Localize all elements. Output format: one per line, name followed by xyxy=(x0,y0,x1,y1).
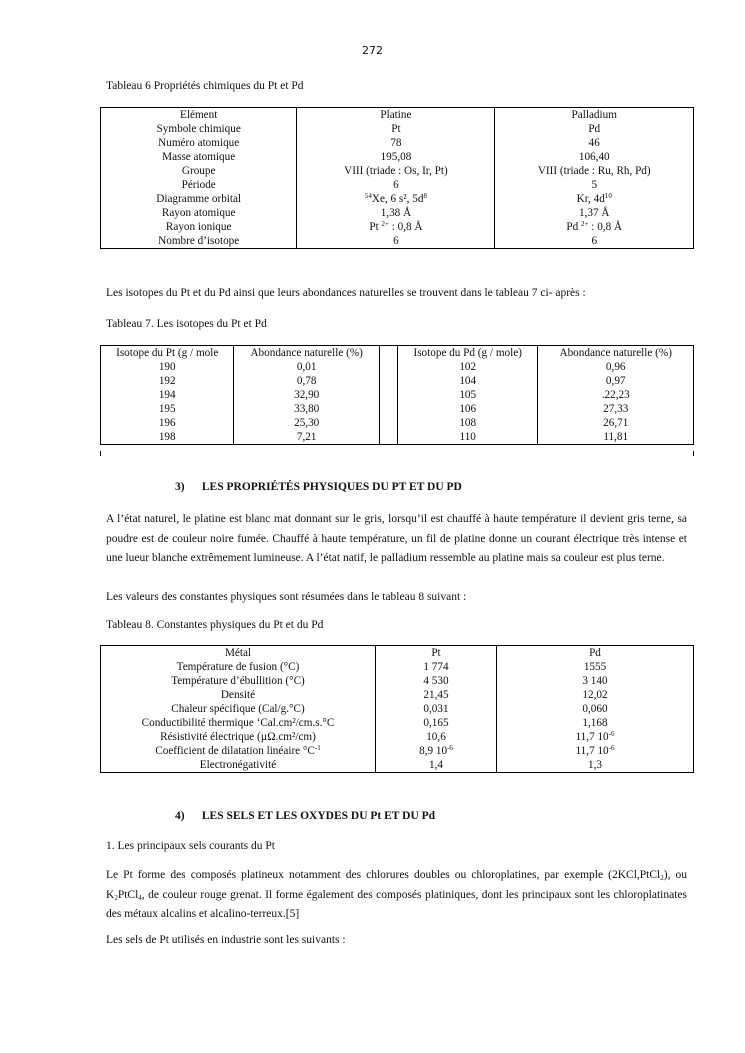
table-cell: Diagramme orbital xyxy=(101,192,297,206)
table-row xyxy=(101,674,694,688)
text-run: PtCl xyxy=(117,888,139,901)
table-row xyxy=(101,192,694,206)
table-row xyxy=(101,360,694,374)
table-row xyxy=(101,234,694,249)
cell-text: Kr, 4d xyxy=(576,193,605,205)
table-header: Isotope du Pd (g / mole) xyxy=(397,346,537,361)
table-cell: Electronégativité xyxy=(101,758,376,773)
table-cell: VIII (triade : Ru, Rh, Pd) xyxy=(495,164,694,178)
table-cell xyxy=(497,744,694,758)
table-row xyxy=(101,136,694,150)
section4-subheading: 1. Les principaux sels courants du Pt xyxy=(106,840,275,852)
table-cell: 32,90 xyxy=(234,388,379,402)
superscript: -6 xyxy=(608,730,615,738)
section-number: 4) xyxy=(175,810,185,822)
table-corner-tick xyxy=(100,451,101,456)
table-gap xyxy=(379,374,397,388)
table-cell xyxy=(495,192,694,206)
subscript: 2 xyxy=(114,893,118,902)
superscript: 54 xyxy=(364,192,372,200)
superscript: 8 xyxy=(423,192,427,200)
table-row xyxy=(101,388,694,402)
table-row xyxy=(101,178,694,192)
cell-text: : 0,8 Å xyxy=(588,221,623,233)
text-run: ), ou K xyxy=(106,869,687,901)
table-cell: 21,45 xyxy=(376,688,497,702)
table7 xyxy=(100,345,694,445)
superscript: 10 xyxy=(604,192,612,200)
table-row xyxy=(101,150,694,164)
table-row xyxy=(101,730,694,744)
table-row xyxy=(101,744,694,758)
cell-text: 8,9 10 xyxy=(419,745,448,757)
table-cell: 46 xyxy=(495,136,694,150)
section4-last-line: Les sels de Pt utilisés en industrie sont les suivants : xyxy=(106,934,346,946)
table-cell: Conductibilité thermique ‘Cal.cm²/cm.s.°C xyxy=(101,716,376,730)
page-number: 272 xyxy=(362,44,383,57)
table-cell xyxy=(376,744,497,758)
table-cell: 196 xyxy=(101,416,234,430)
text-run: , de couleur rouge grenat. Il forme également des composés platiniques, dont les principaux sont les chloroplatinates des métaux alcalins et alcalino-terreux.[5] xyxy=(106,888,687,920)
table-cell: 7,21 xyxy=(234,430,379,445)
table-cell: 1,3 xyxy=(497,758,694,773)
superscript: -6 xyxy=(447,744,453,752)
table-header: Platine xyxy=(297,108,495,123)
table-cell: 25,30 xyxy=(234,416,379,430)
table-row xyxy=(101,122,694,136)
table-row xyxy=(101,702,694,716)
superscript: -6 xyxy=(608,744,615,752)
table-cell: 1 774 xyxy=(376,660,497,674)
table-cell: 0,96 xyxy=(538,360,694,374)
table-cell xyxy=(297,220,495,234)
table-cell: 106,40 xyxy=(495,150,694,164)
table-header: Métal xyxy=(101,646,376,661)
table-cell: 27,33 xyxy=(538,402,694,416)
table-gap xyxy=(379,346,397,361)
table-cell: Rayon ionique xyxy=(101,220,297,234)
table-cell xyxy=(101,744,376,758)
table-header: Palladium xyxy=(495,108,694,123)
table-cell: 0,165 xyxy=(376,716,497,730)
table-cell: Rayon atomique xyxy=(101,206,297,220)
table-gap xyxy=(379,416,397,430)
table-gap xyxy=(379,360,397,374)
table-cell: Température de fusion (°C) xyxy=(101,660,376,674)
table-cell xyxy=(495,220,694,234)
cell-text: Pt xyxy=(369,221,379,233)
table-cell: 195 xyxy=(101,402,234,416)
table-cell: 104 xyxy=(397,374,537,388)
text-run: Le Pt forme des composés platineux notamment des chlorures doubles ou chloroplatines, par exemple (2KCl,PtCl xyxy=(106,869,661,881)
table-row xyxy=(101,220,694,234)
table-row xyxy=(101,374,694,388)
table-row xyxy=(101,688,694,702)
section-number: 3) xyxy=(175,481,185,493)
table-header: Isotope du Pt (g / mole xyxy=(101,346,234,361)
table-header: Abondance naturelle (%) xyxy=(538,346,694,361)
table-cell: 0,01 xyxy=(234,360,379,374)
table-cell: 102 xyxy=(397,360,537,374)
table-gap xyxy=(379,402,397,416)
table-cell: Température d’ébullition (°C) xyxy=(101,674,376,688)
table-row xyxy=(101,402,694,416)
table-cell: 108 xyxy=(397,416,537,430)
table-cell: Pd xyxy=(495,122,694,136)
table-cell: 1,38 Å xyxy=(297,206,495,220)
table-cell: 11,81 xyxy=(538,430,694,445)
table-cell: Masse atomique xyxy=(101,150,297,164)
table-cell: 192 xyxy=(101,374,234,388)
table-row xyxy=(101,430,694,445)
table-cell: 1,168 xyxy=(497,716,694,730)
table-cell: VIII (triade : Os, Ir, Pt) xyxy=(297,164,495,178)
cell-text: 11,7 10 xyxy=(575,745,609,757)
table-cell: Pt xyxy=(297,122,495,136)
section-title: LES PROPRIÉTÉS PHYSIQUES DU PT ET DU PD xyxy=(201,481,462,493)
table-cell: Période xyxy=(101,178,297,192)
table-header: Elément xyxy=(101,108,297,123)
table8-caption: Tableau 8. Constantes physiques du Pt et du Pd xyxy=(106,619,324,631)
table-header: Pd xyxy=(497,646,694,661)
table-cell: 190 xyxy=(101,360,234,374)
table-cell: Chaleur spécifique (Cal/g.°C) xyxy=(101,702,376,716)
section3-heading xyxy=(175,481,462,493)
table-cell: 1,4 xyxy=(376,758,497,773)
table-row xyxy=(101,416,694,430)
table-cell: Densité xyxy=(101,688,376,702)
table-row xyxy=(101,206,694,220)
superscript: -1 xyxy=(314,744,321,752)
cell-text: Xe, 6 s², 5d xyxy=(371,193,424,205)
cell-text: 11,7 10 xyxy=(575,731,609,743)
table-header: Pt xyxy=(376,646,497,661)
table-cell: 0,97 xyxy=(538,374,694,388)
table-gap xyxy=(379,430,397,445)
table-cell: 33,80 xyxy=(234,402,379,416)
table-cell: 10,6 xyxy=(376,730,497,744)
table-cell: 110 xyxy=(397,430,537,445)
table-corner-tick xyxy=(693,451,694,456)
table-cell: Numéro atomique xyxy=(101,136,297,150)
superscript: 2+ xyxy=(381,220,389,228)
table-cell: 198 xyxy=(101,430,234,445)
table8-intro: Les valeurs des constantes physiques sont résumées dans le tableau 8 suivant : xyxy=(106,591,467,603)
table-cell xyxy=(497,730,694,744)
table-gap xyxy=(379,388,397,402)
table-cell: 1555 xyxy=(497,660,694,674)
table-cell: Résistivité électrique (µΩ.cm²/cm) xyxy=(101,730,376,744)
subscript: 4 xyxy=(138,893,142,902)
table6-header-row xyxy=(101,108,694,123)
table-cell: 5 xyxy=(495,178,694,192)
table6-caption: Tableau 6 Propriétés chimiques du Pt et Pd xyxy=(106,80,304,92)
table-cell: 0,78 xyxy=(234,374,379,388)
table-cell: 106 xyxy=(397,402,537,416)
subscript: 2 xyxy=(660,874,664,882)
table-cell: 1,37 Å xyxy=(495,206,694,220)
table-row xyxy=(101,660,694,674)
section3-paragraph: A l’état naturel, le platine est blanc mat donnant sur le gris, lorsqu’il est chauffé à haute température il devient gris terne, sa poudre est de couleur noire fumée. Chauffé à haute température, un fil de platine donne un courant électrique très intense et une lueur blanche extrêmement lumineuse. A l’état natif, le palladium ressemble au platine mais sa couleur est plus terne. xyxy=(106,513,687,564)
table-cell: 194 xyxy=(101,388,234,402)
cell-text: Coefficient de dilatation linéaire °C xyxy=(155,745,315,757)
section4-heading xyxy=(175,810,435,822)
table-cell: 78 xyxy=(297,136,495,150)
table-cell: 6 xyxy=(297,178,495,192)
table8 xyxy=(100,645,694,773)
table-cell: 12,02 xyxy=(497,688,694,702)
table-cell: 105 xyxy=(397,388,537,402)
table-cell: 6 xyxy=(495,234,694,249)
table-cell: 3 140 xyxy=(497,674,694,688)
table-cell xyxy=(297,192,495,206)
table-cell: 195,08 xyxy=(297,150,495,164)
table-cell: 4 530 xyxy=(376,674,497,688)
table6 xyxy=(100,107,694,249)
table-cell: 26,71 xyxy=(538,416,694,430)
table7-header-row xyxy=(101,346,694,361)
table-cell: 0,060 xyxy=(497,702,694,716)
table-cell: 0,031 xyxy=(376,702,497,716)
table-row xyxy=(101,758,694,773)
cell-text: : 0,8 Å xyxy=(388,221,423,233)
table-cell: Nombre d’isotope xyxy=(101,234,297,249)
table7-caption: Tableau 7. Les isotopes du Pt et Pd xyxy=(106,318,267,330)
table8-header-row xyxy=(101,646,694,661)
superscript: 2+ xyxy=(581,220,589,228)
table-cell: Symbole chimique xyxy=(101,122,297,136)
table-header: Abondance naturelle (%) xyxy=(234,346,379,361)
table-row xyxy=(101,164,694,178)
cell-text: Pd xyxy=(566,221,579,233)
isotopes-intro: Les isotopes du Pt et du Pd ainsi que leurs abondances naturelles se trouvent dans le tableau 7 ci- après : xyxy=(106,287,586,299)
table-cell: Groupe xyxy=(101,164,297,178)
table-cell: 6 xyxy=(297,234,495,249)
section4-paragraph xyxy=(106,866,687,925)
table-row xyxy=(101,716,694,730)
table-cell: .22,23 xyxy=(538,388,694,402)
section-title: LES SELS ET LES OXYDES DU Pt ET DU Pd xyxy=(201,810,436,822)
